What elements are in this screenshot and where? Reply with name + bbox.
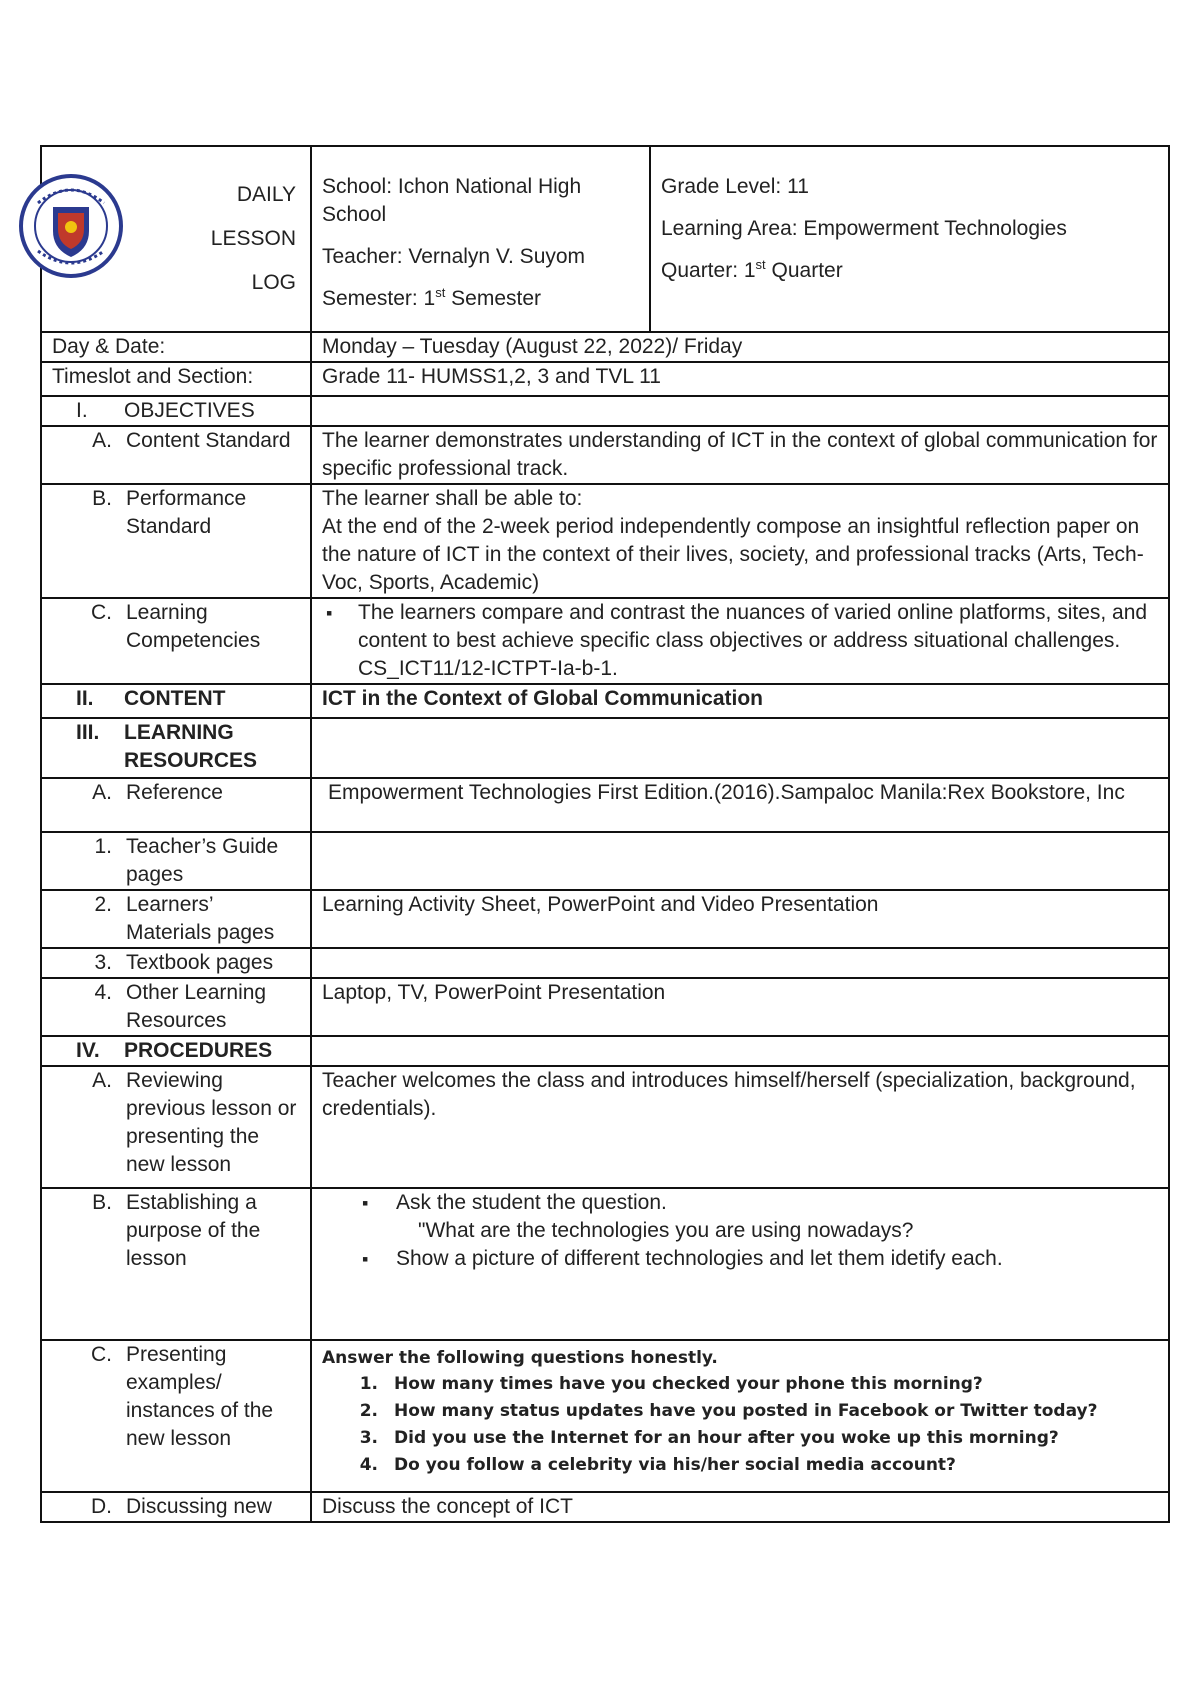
textbook-label: Textbook pages [126, 951, 274, 974]
quarter-prefix: Quarter: 1 [661, 259, 756, 282]
reviewing-value: Teacher welcomes the class and introduces himself/herself (specialization, background, credentials). [311, 1066, 1169, 1188]
timeslot-row [41, 362, 1169, 396]
content-standard-label: Content Standard [126, 429, 291, 452]
timeslot-value: Grade 11- HUMSS1,2, 3 and TVL 11 [311, 362, 1169, 396]
question-number: 3. [359, 1428, 378, 1448]
content-value: ICT in the Context of Global Communication [311, 684, 1169, 718]
semester-prefix: Semester: 1 [322, 287, 436, 310]
day-date-label: Day & Date: [41, 332, 311, 362]
question-number: 2. [359, 1401, 378, 1421]
question-text: Did you use the Internet for an hour after you woke up this morning? [394, 1428, 1059, 1448]
quarter-suffix: Quarter [765, 259, 843, 282]
semester-suffix: Semester [445, 287, 542, 310]
questions-title: Answer the following questions honestly. [322, 1348, 718, 1368]
day-date-row [41, 332, 1169, 362]
establishing-label: Establishing a purpose of the lesson [126, 1191, 261, 1270]
performance-standard-num: B. [92, 487, 112, 510]
procedures-heading [41, 1036, 311, 1066]
objectives-label: OBJECTIVES [124, 399, 255, 422]
resources-row [41, 718, 1169, 778]
teachers-guide-row [41, 832, 1169, 890]
learning-area: Learning Area: Empowerment Technologies [661, 217, 1067, 240]
header-row [41, 146, 1169, 332]
school-name: School: Ichon National High School [322, 175, 582, 226]
establishing-num: B. [92, 1191, 112, 1214]
content-standard-value: The learner demonstrates understanding of ICT in the context of global communication for specific professional track. [311, 426, 1169, 484]
content-standard-num: A. [92, 429, 112, 452]
other-resources-num: 4. [94, 981, 112, 1004]
performance-standard-label: Performance Standard [126, 487, 247, 538]
presenting-num: C. [91, 1343, 112, 1366]
question-number: 4. [359, 1455, 378, 1475]
textbook-num: 3. [94, 951, 112, 974]
presenting-label: Presenting examples/ instances of the new lesson [126, 1343, 274, 1450]
content-heading [41, 684, 311, 718]
establishing-heading [41, 1188, 311, 1340]
teachers-guide-num: 1. [94, 835, 112, 858]
quarter [661, 257, 1158, 285]
day-date-value: Monday – Tuesday (August 22, 2022)/ Friday [311, 332, 1169, 362]
quarter-sup: st [755, 257, 766, 272]
establishing-bullet-2: ▪ Show a picture of different technologies and let them idetify each. [322, 1245, 1158, 1273]
question-text: How many status updates have you posted in Facebook or Twitter today? [394, 1401, 1098, 1421]
establishing-bullet-1-text: Ask the student the question. [396, 1191, 667, 1214]
content-row [41, 684, 1169, 718]
grade-level: Grade Level: 11 [661, 175, 809, 198]
resources-num: III. [76, 721, 100, 744]
objectives-num: I. [76, 399, 88, 422]
question-text: How many times have you checked your phone this morning? [394, 1374, 983, 1394]
procedures-row [41, 1036, 1169, 1066]
daily-lesson-log [40, 145, 1168, 1523]
reference-heading [41, 778, 311, 832]
learning-competencies-num: C. [91, 601, 112, 624]
presenting-heading [41, 1340, 311, 1492]
presenting-row [41, 1340, 1169, 1492]
question-number: 1. [359, 1374, 378, 1394]
performance-standard-heading [41, 484, 311, 598]
learning-competencies-row [41, 598, 1169, 684]
reference-label: Reference [126, 781, 223, 804]
procedures-value [311, 1036, 1169, 1066]
content-num: II. [76, 687, 94, 710]
reference-num: A. [92, 781, 112, 804]
other-resources-heading [41, 978, 311, 1036]
textbook-row [41, 948, 1169, 978]
establishing-row [41, 1188, 1169, 1340]
performance-standard-line-1: The learner shall be able to: [322, 487, 583, 510]
question-item [322, 1371, 1158, 1398]
teachers-guide-label: Teacher’s Guide pages [126, 835, 279, 886]
performance-standard-value [311, 484, 1169, 598]
establishing-question: "What are the technologies you are using nowadays? [418, 1219, 914, 1242]
timeslot-label: Timeslot and Section: [41, 362, 311, 396]
learners-materials-label: Learners’ Materials pages [126, 893, 275, 944]
reviewing-label: Reviewing previous lesson or presenting the new lesson [126, 1069, 297, 1176]
dll-title-line-3: LOG [251, 271, 296, 294]
establishing-value [311, 1188, 1169, 1340]
header-title-cell [41, 146, 311, 332]
teachers-guide-value [311, 832, 1169, 890]
content-label: CONTENT [124, 687, 226, 710]
learning-competencies-value [311, 598, 1169, 684]
performance-standard-line-2: At the end of the 2-week period independently compose an insightful reflection paper on the nature of ICT in the context of their lives, society, and professional tracks (Arts, Tech-Voc, Sports, Academic) [322, 515, 1144, 594]
reviewing-heading [41, 1066, 311, 1188]
content-standard-heading [41, 426, 311, 484]
header-grade-cell [650, 146, 1169, 332]
question-text: Do you follow a celebrity via his/her social media account? [394, 1455, 956, 1475]
dll-title [211, 173, 296, 305]
teacher-name: Teacher: Vernalyn V. Suyom [322, 245, 586, 268]
dll-title-line-2: LESSON [210, 227, 296, 250]
discussing-row [41, 1492, 1169, 1522]
semester-sup: st [435, 285, 446, 300]
establishing-bullet-1 [322, 1189, 1158, 1245]
content-standard-row [41, 426, 1169, 484]
deped-seal-icon [18, 173, 124, 279]
lesson-log-table [40, 145, 1170, 1523]
header-school-cell [311, 146, 650, 332]
learning-competencies-bullet: ▪ The learners compare and contrast the nuances of varied online platforms, sites, and content to best achieve specific class objectives or address situational challenges. CS_ICT11/12-ICTPT-Ia-b-1. [322, 599, 1158, 683]
teachers-guide-heading [41, 832, 311, 890]
procedures-num: IV. [76, 1039, 100, 1062]
other-resources-row [41, 978, 1169, 1036]
question-item [322, 1425, 1158, 1452]
semester [322, 285, 639, 313]
objectives-value [311, 396, 1169, 426]
discussing-value: Discuss the concept of ICT [311, 1492, 1169, 1522]
resources-value [311, 718, 1169, 778]
learners-materials-row [41, 890, 1169, 948]
reference-row [41, 778, 1169, 832]
learners-materials-value: Learning Activity Sheet, PowerPoint and Video Presentation [311, 890, 1169, 948]
question-item [322, 1452, 1158, 1479]
learners-materials-num: 2. [94, 893, 112, 916]
reviewing-num: A. [92, 1069, 112, 1092]
reference-value: Empowerment Technologies First Edition.(2016).Sampaloc Manila:Rex Bookstore, Inc [311, 778, 1169, 832]
procedures-label: PROCEDURES [124, 1039, 273, 1062]
performance-standard-row [41, 484, 1169, 598]
learning-competencies-label: Learning Competencies [126, 601, 261, 652]
textbook-heading [41, 948, 311, 978]
questions-list [322, 1371, 1158, 1479]
dll-title-line-1: DAILY [236, 183, 296, 206]
resources-heading [41, 718, 311, 778]
reviewing-row [41, 1066, 1169, 1188]
discussing-num: D. [91, 1495, 112, 1518]
other-resources-value: Laptop, TV, PowerPoint Presentation [311, 978, 1169, 1036]
question-item [322, 1398, 1158, 1425]
learning-competencies-heading [41, 598, 311, 684]
discussing-heading [41, 1492, 311, 1522]
objectives-heading [41, 396, 311, 426]
other-resources-label: Other Learning Resources [126, 981, 267, 1032]
textbook-value [311, 948, 1169, 978]
learners-materials-heading [41, 890, 311, 948]
discussing-label: Discussing new [126, 1495, 272, 1518]
resources-label: LEARNING RESOURCES [124, 721, 258, 772]
objectives-row [41, 396, 1169, 426]
presenting-value [311, 1340, 1169, 1492]
